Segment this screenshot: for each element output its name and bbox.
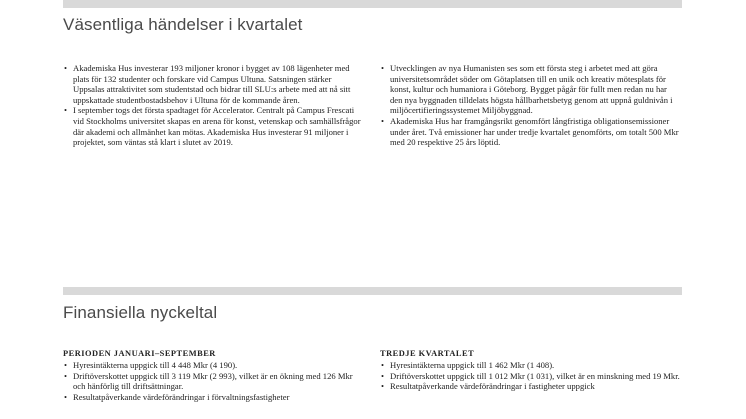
list-item (380, 371, 680, 382)
list-item-text: Resultatpåverkande värdeförändringar i fastigheter uppgick (390, 381, 595, 392)
section-divider-top (63, 0, 682, 8)
bullet-icon: • (64, 63, 68, 73)
bullet-icon: • (64, 370, 68, 381)
list-item-text: Utvecklingen av nya Humanisten ses som ett första steg i arbetet med att göra universitetsområdet söder om Götaplatsen till en unik och kreativ mötesplats för konst, kultur och humaniora i Göteborg. Bygget pågår för fullt men redan nu har den nya byggnaden tilldelats högsta hållbarhetsbetyg genom att uppnå guldnivån i miljöcertifieringssystemet Miljöbyggnad. (390, 63, 673, 116)
list-item-text: Resultatpåverkande värdeförändringar i förvaltningsfastigheter (73, 391, 290, 402)
bullet-icon: • (381, 381, 385, 392)
financials-column-left (63, 348, 363, 402)
list-item-text: Driftöverskottet uppgick till 3 119 Mkr (2 993), vilket är en ökning med 126 Mkr och hänförlig till driftsättningar. (73, 370, 353, 392)
bullet-icon: • (381, 360, 385, 370)
list-item-text: I september togs det första spadtaget för Accelerator. Centralt på Campus Frescati vid Stockholms universitet skapas en arena för konst, vetenskap och samhällsfrågor där akademi och allmänhet kan mötas. Akademiska Hus investerar 91 miljoner i projektet, som väntas stå klart i slutet av 2019. (73, 105, 361, 148)
list-item (63, 360, 363, 371)
bullet-icon: • (64, 105, 68, 116)
events-column-left (63, 63, 363, 148)
list-item-text: Driftöverskottet uppgick till 1 012 Mkr (1 031), vilket är en minskning med 19 Mkr. (390, 370, 680, 381)
list-item (380, 116, 680, 148)
list-item-text: Akademiska Hus har framgångsrikt genomfört långfristiga obligationsemissioner under året. Två emissioner har under tredje kvartalet genomförts, om totalt 500 Mkr med 20 respektive 25 års löptid. (390, 115, 679, 148)
section-title-financials: Finansiella nyckeltal (63, 303, 218, 322)
list-item-text: Hyresintäkterna uppgick till 4 448 Mkr (4 190). (73, 360, 238, 370)
period-subheading: PERIODEN JANUARI–SEPTEMBER (63, 349, 216, 358)
bullet-icon: • (381, 115, 385, 126)
list-item (380, 63, 680, 116)
list-item (380, 381, 680, 392)
financials-column-right (380, 348, 680, 392)
bullet-icon: • (64, 360, 68, 370)
list-item (63, 392, 363, 403)
bullet-icon: • (381, 370, 385, 381)
list-item (63, 63, 363, 105)
list-item-text: Akademiska Hus investerar 193 miljoner kronor i bygget av 108 lägenheter med plats för 132 studenter och forskare vid Campus Ultuna. Satsningen stärker Uppsalas attraktivitet som studentstad och bidrar till SLU:s arbete med att nå sitt uppskattade studentbostadsbehov i Ultuna för de kommande åren. (73, 63, 351, 105)
section-divider-bottom (63, 287, 682, 295)
list-item (380, 360, 680, 371)
section-title-events: Väsentliga händelser i kvartalet (63, 15, 303, 34)
list-item-text: Hyresintäkterna uppgick till 1 462 Mkr (1 408). (390, 360, 555, 370)
bullet-icon: • (381, 63, 385, 73)
list-item (63, 371, 363, 392)
list-item (63, 105, 363, 147)
quarter-subheading: TREDJE KVARTALET (380, 349, 475, 358)
bullet-icon: • (64, 391, 68, 402)
events-column-right (380, 63, 680, 148)
